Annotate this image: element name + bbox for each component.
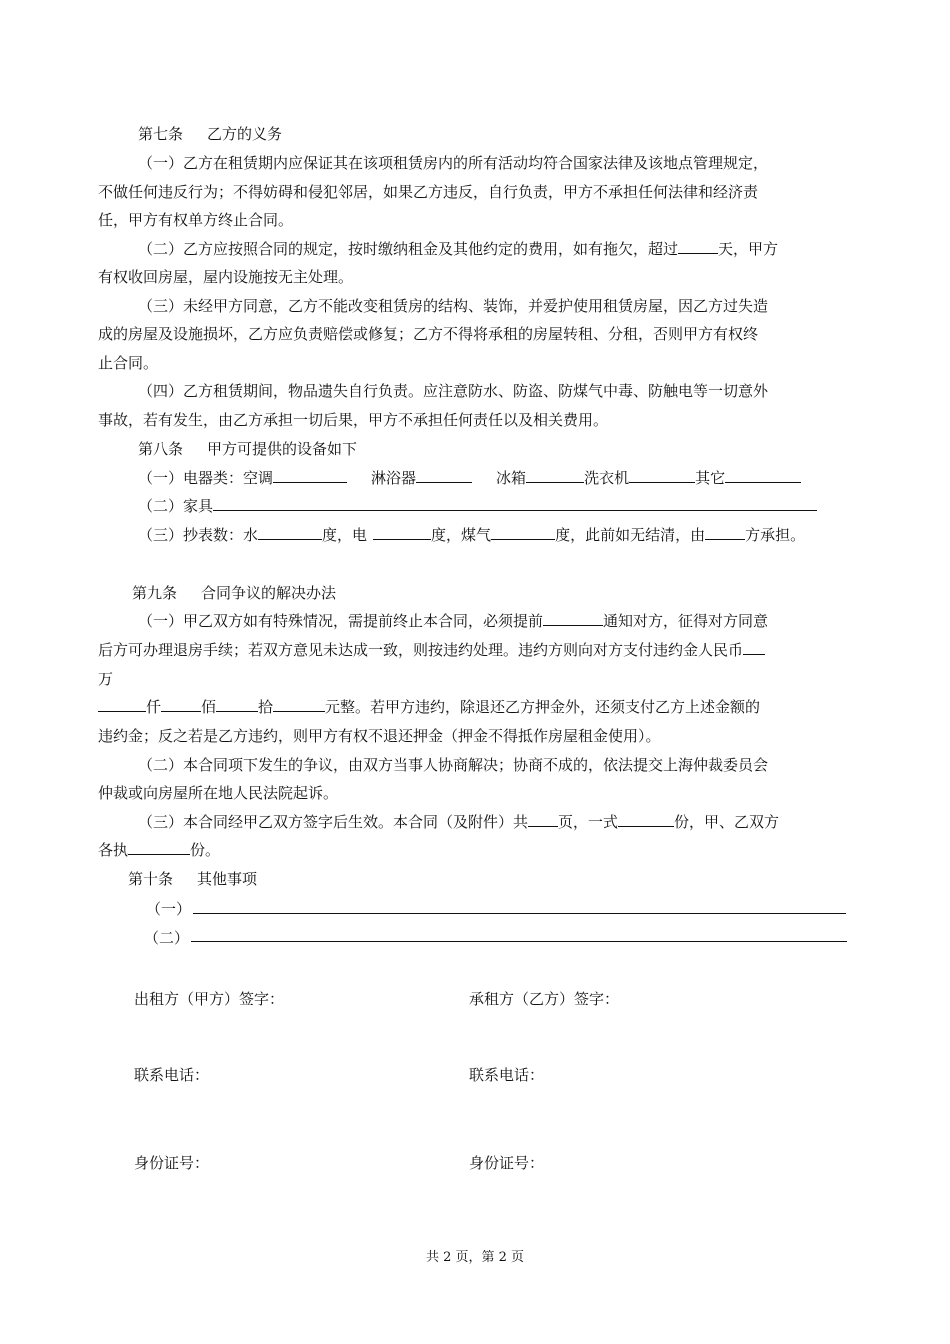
article9-p3-line1: （三）本合同经甲乙双方签字后生效。本合同（及附件）共 页，一式 份，甲、乙双方	[138, 813, 780, 831]
lessee-id-label: 身份证号：	[469, 1154, 545, 1172]
article9-p2-line2: 仲裁或向房屋所在地人民法院起诉。	[98, 784, 339, 802]
article7-p2-line1: （二）乙方应按照合同的规定，按时缴纳租金及其他约定的费用，如有拖欠，超过 天，甲方	[138, 240, 779, 258]
article9-p1-line1: （一）甲乙双方如有特殊情况，需提前终止本合同，必须提前 通知对方，征得对方同意	[138, 612, 769, 630]
appliances-line: （一）电器类：空调 淋浴器 冰箱 洗衣机 其它	[138, 468, 801, 488]
furniture-blank[interactable]	[213, 496, 817, 511]
furniture-line: （二）家具	[138, 496, 817, 516]
electric-meter-blank[interactable]	[373, 525, 431, 540]
penalty-bai-blank[interactable]	[161, 697, 201, 712]
page-footer: 共 2 页，第 2 页	[425, 1250, 525, 1265]
gas-meter-blank[interactable]	[491, 525, 555, 540]
lessor-id-label: 身份证号：	[134, 1154, 210, 1172]
fridge-blank[interactable]	[526, 468, 584, 483]
page-count-blank[interactable]	[528, 812, 558, 827]
article10-heading: 第十条 其他事项	[128, 870, 258, 888]
article7-p1-line2: 不做任何违反行为；不得妨碍和侵犯邻居，如果乙方违反，自行负责，甲方不承担任何法律和经济责	[98, 183, 759, 201]
article7-p3-line3: 止合同。	[98, 354, 159, 372]
penalty-wan-blank[interactable]	[743, 640, 765, 655]
article8-heading: 第八条 甲方可提供的设备如下	[138, 440, 358, 458]
copies-total-blank[interactable]	[618, 812, 674, 827]
article7-heading-number: 第七条	[138, 125, 184, 143]
article7-p1-line3: 任，甲方有权单方终止合同。	[98, 211, 294, 229]
meter-line: （三）抄表数：水 度，电 度，煤气 度，此前如无结清，由 方承担。	[138, 526, 806, 544]
notice-period-blank[interactable]	[543, 611, 603, 626]
penalty-qian-blank[interactable]	[98, 697, 146, 712]
article7-p4-line1: （四）乙方租赁期间，物品遗失自行负责。应注意防水、防盗、防煤气中毒、防触电等一切意外	[138, 382, 769, 400]
lessor-signature-label: 出租方（甲方）签字：	[134, 990, 285, 1008]
washer-blank[interactable]	[629, 468, 695, 483]
penalty-yuan-blank[interactable]	[273, 697, 325, 712]
copies-each-blank[interactable]	[128, 840, 190, 855]
article9-p3-line2: 各执 份。	[98, 841, 221, 859]
article9-p1-line3: 万	[98, 670, 114, 688]
article7-p4-line2: 事故，若有发生，由乙方承担一切后果，甲方不承担任何责任以及相关费用。	[98, 411, 609, 429]
settlement-party-blank[interactable]	[705, 525, 745, 540]
other-item-2-label: （二）	[144, 929, 190, 947]
article7-heading-title: 乙方的义务	[207, 125, 283, 143]
lessee-phone-label: 联系电话：	[469, 1066, 545, 1084]
article7-heading	[138, 124, 282, 144]
other-item-1-label: （一）	[146, 900, 192, 918]
article9-p1-line4: 仟 佰 拾 元整。若甲方违约，除退还乙方押金外，还须支付乙方上述金额的	[98, 697, 760, 717]
aircon-blank[interactable]	[273, 468, 347, 483]
article9-heading: 第九条 合同争议的解决办法	[132, 584, 337, 602]
article9-p1-line5: 违约金；反之若是乙方违约，则甲方有权不退还押金（押金不得抵作房屋租金使用）。	[98, 727, 661, 745]
lessee-signature-label: 承租方（乙方）签字：	[469, 990, 620, 1008]
other-item-2-line[interactable]	[191, 941, 847, 942]
article7-p2-line2: 有权收回房屋，屋内设施按无主处理。	[98, 268, 354, 286]
penalty-shi-blank[interactable]	[216, 697, 258, 712]
overdue-days-blank[interactable]	[678, 239, 718, 254]
article7-p3-line2: 成的房屋及设施损坏，乙方应负责赔偿或修复；乙方不得将承租的房屋转租、分租，否则甲方有权终	[98, 325, 759, 343]
article9-p2-line1: （二）本合同项下发生的争议，由双方当事人协商解决；协商不成的，依法提交上海仲裁委员会	[138, 756, 769, 774]
other-appliance-blank[interactable]	[725, 468, 801, 483]
water-meter-blank[interactable]	[258, 525, 322, 540]
article9-p1-line2: 后方可办理退房手续；若双方意见未达成一致，则按违约处理。违约方则向对方支付违约金人民币	[98, 640, 765, 660]
lessor-phone-label: 联系电话：	[134, 1066, 210, 1084]
article7-p3-line1: （三）未经甲方同意，乙方不能改变租赁房的结构、装饰，并爱护使用租赁房屋，因乙方过失造	[138, 297, 769, 315]
article7-p1-line1: （一）乙方在租赁期内应保证其在该项租赁房内的所有活动均符合国家法律及该地点管理规定，	[138, 154, 769, 172]
other-item-1-line[interactable]	[193, 913, 846, 914]
shower-blank[interactable]	[416, 468, 472, 483]
